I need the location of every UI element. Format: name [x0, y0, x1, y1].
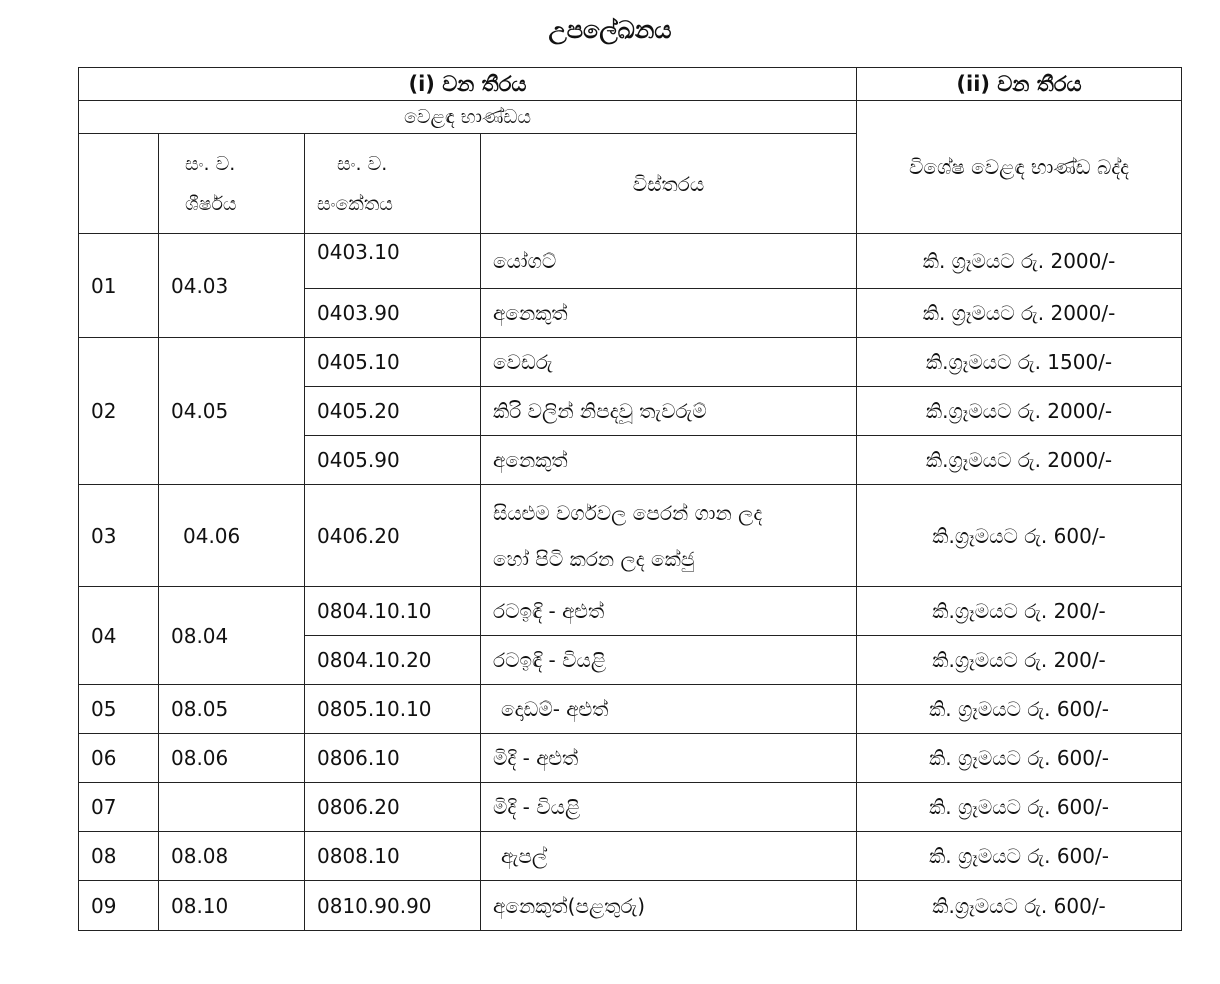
hs-code: 0804.10.10: [305, 587, 481, 636]
description: මිදි - අළුත්: [481, 734, 857, 783]
description: වෙඩරු: [481, 338, 857, 387]
description: කිරි වලින් නිපදවූ තැවරුම්: [481, 387, 857, 436]
table-row: [79, 734, 1182, 783]
hs-code-label-2: සංකේතය: [317, 192, 393, 215]
goods-header: වෙළඳ භාණ්ඩය: [79, 101, 857, 134]
description: අනෙකුත්(පළතුරු): [481, 881, 857, 931]
special-duty: කි.ග්‍රෑමයට රු. 1500/-: [857, 338, 1182, 387]
schedule-table: [78, 67, 1182, 931]
hs-heading-label-1: සං. ව.: [185, 152, 236, 175]
column-group-i: (i) වන තීරය: [79, 68, 857, 101]
column-group-ii: (ii) වන තීරය: [857, 68, 1182, 101]
hs-code-label-1: සං. ව.: [337, 152, 388, 175]
special-duty: කි.ග්‍රෑමයට රු. 2000/-: [857, 387, 1182, 436]
description: දොඩම්- අළුත්: [481, 685, 857, 734]
table-row: [79, 832, 1182, 881]
special-duty: කි. ග්‍රෑමයට රු. 600/-: [857, 734, 1182, 783]
hs-code: 0403.10: [305, 234, 481, 289]
hs-heading-label-2: ශීර්ෂය: [185, 192, 237, 215]
description: [481, 485, 857, 587]
table-row: [79, 783, 1182, 832]
description: අනෙකුත්: [481, 436, 857, 485]
table-row: [79, 234, 1182, 289]
hs-code: 0403.90: [305, 289, 481, 338]
description-header: විස්තරය: [481, 134, 857, 234]
special-duty: කි. ග්‍රෑමයට රු. 2000/-: [857, 289, 1182, 338]
description: මිදි - වියළි: [481, 783, 857, 832]
special-duty: කි.ග්‍රෑමයට රු. 600/-: [857, 485, 1182, 587]
hs-heading: 08.05: [159, 685, 305, 734]
description-line-1: සියළුම වර්ගවල පෙරන් ගාන ලද: [493, 500, 763, 525]
hs-code: 0405.10: [305, 338, 481, 387]
row-number: 03: [79, 485, 159, 587]
special-duty: කි.ග්‍රෑමයට රු. 600/-: [857, 881, 1182, 931]
hs-code: 0806.20: [305, 783, 481, 832]
hs-heading: 04.06: [159, 485, 305, 587]
description: ඇපල්: [481, 832, 857, 881]
hs-heading: 08.08: [159, 832, 305, 881]
table-row: [79, 338, 1182, 387]
description: රටඉඳි - අළුත්: [481, 587, 857, 636]
table-row: [79, 485, 1182, 587]
table-row: [79, 881, 1182, 931]
row-number: 05: [79, 685, 159, 734]
description-line-2: හෝ පිටි කරන ලද කේජු: [493, 546, 695, 571]
special-duty: කි. ග්‍රෑමයට රු. 600/-: [857, 685, 1182, 734]
hs-heading: 08.06: [159, 734, 305, 783]
hs-code: 0804.10.20: [305, 636, 481, 685]
special-duty: කි. ග්‍රෑමයට රු. 600/-: [857, 783, 1182, 832]
hs-code: 0806.10: [305, 734, 481, 783]
special-duty-header: විශේෂ වෙළඳ භාණ්ඩ බද්ද: [857, 101, 1182, 234]
hs-heading: [159, 783, 305, 832]
row-number: 01: [79, 234, 159, 338]
row-number: 02: [79, 338, 159, 485]
row-number: 08: [79, 832, 159, 881]
hs-code: 0405.20: [305, 387, 481, 436]
table-row: [79, 587, 1182, 636]
hs-code: 0405.90: [305, 436, 481, 485]
special-duty: කි.ග්‍රෑමයට රු. 200/-: [857, 587, 1182, 636]
hs-heading: 08.04: [159, 587, 305, 685]
description: අනෙකුත්: [481, 289, 857, 338]
hs-code: 0406.20: [305, 485, 481, 587]
hs-heading: 04.03: [159, 234, 305, 338]
row-number: 09: [79, 881, 159, 931]
special-duty: කි.ග්‍රෑමයට රු. 200/-: [857, 636, 1182, 685]
hs-code-header: [305, 134, 481, 234]
hs-heading: 04.05: [159, 338, 305, 485]
row-number: 07: [79, 783, 159, 832]
special-duty: කි. ග්‍රෑමයට රු. 600/-: [857, 832, 1182, 881]
hs-code: 0810.90.90: [305, 881, 481, 931]
description: රටඉඳි - වියළි: [481, 636, 857, 685]
header-row-2: [79, 101, 1182, 134]
hs-code: 0805.10.10: [305, 685, 481, 734]
description: යෝගට්: [481, 234, 857, 289]
hs-heading-header: [159, 134, 305, 234]
special-duty: කි. ග්‍රෑමයට රු. 2000/-: [857, 234, 1182, 289]
header-row-1: [79, 68, 1182, 101]
special-duty: කි.ග්‍රෑමයට රු. 2000/-: [857, 436, 1182, 485]
hs-heading: 08.10: [159, 881, 305, 931]
page-title: උපලේඛනය: [548, 16, 672, 44]
number-header: [79, 134, 159, 234]
table-row: [79, 685, 1182, 734]
hs-code: 0808.10: [305, 832, 481, 881]
row-number: 06: [79, 734, 159, 783]
row-number: 04: [79, 587, 159, 685]
